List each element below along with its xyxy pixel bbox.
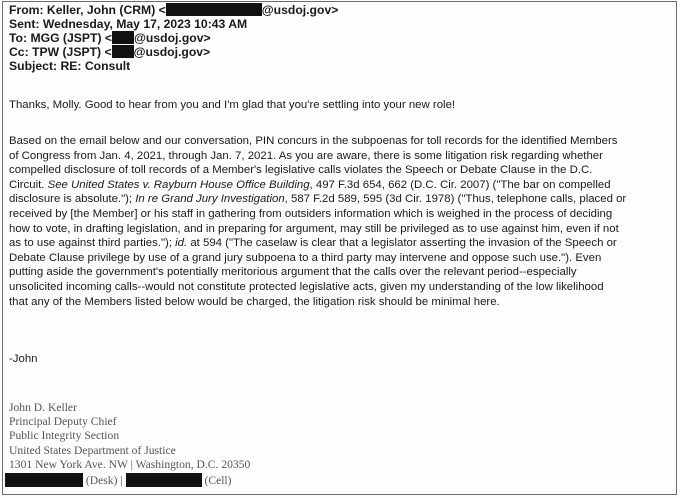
body-paragraph: Based on the email below and our conversation, PIN concurs in the subpoenas for toll records for the identified Members of Congress from Jan. 4, 2021, through Jan. 7, 2021. As you are aware, there is some litigation risk regarding whether compelled disclosure of toll records of a Member's legislative calls violates the Speech or Debate Clause in the D.C. Circuit. See United States v. Rayburn House Office Building, 497 F.3d 654, 662 (D.C. Cir. 2007) ("The bar on compelled disclosure is absolute."); In re Grand Jury Investigation, 587 F.2d 589, 595 (3d Cir. 1978) ("Thus, telephone calls, placed or received by [the Member] or his staff in gathering from outsiders information which is weighed in the process of deciding how to vote, in drafting legislation, and in preparing for argument, may still be privileged as to use against him, even if not as to use against third parties."); id. at 594 ("The caselaw is clear that a legislator asserting the invasion of the Speech or Debate Clause privilege by use of a grand jury subpoena to a third party may intervene and oppose such use."). Even putting aside the government's potentially meritorious argument that the calls over the relevant period--especially unsolicited incoming calls--would not constitute protected legislative acts, given my understanding of the low likelihood that any of the Members listed below would be charged, the litigation risk should be minimal here. (9, 135, 627, 308)
signature-name: John D. Keller (9, 401, 77, 414)
signature-department: United States Department of Justice (9, 443, 176, 457)
redaction-block (112, 45, 134, 58)
header-cc: Cc: TPW (JSPT) < @usdoj.gov> (9, 45, 211, 59)
closing: -John (9, 353, 38, 365)
signature-phones: (Desk) | (Cell) (5, 473, 232, 487)
redaction-block (5, 473, 83, 487)
redaction-block (126, 473, 202, 487)
redaction-block (166, 3, 262, 16)
header-from: From: Keller, John (CRM) < @usdoj.gov> (9, 3, 339, 17)
signature-title: Principal Deputy Chief (9, 415, 117, 429)
signature-block (9, 401, 250, 472)
redaction-block (112, 31, 134, 44)
signature-section: Public Integrity Section (9, 429, 120, 443)
signature-address: 1301 New York Ave. NW | Washington, D.C. 20350 (9, 457, 251, 471)
header-to: To: MGG (JSPT) < @usdoj.gov> (9, 31, 211, 45)
header-subject: Subject: RE: Consult (9, 59, 131, 73)
header-sent: Sent: Wednesday, May 17, 2023 10:43 AM (9, 17, 248, 31)
greeting: Thanks, Molly. Good to hear from you and I'm glad that you're settling into your new role! (9, 99, 456, 111)
